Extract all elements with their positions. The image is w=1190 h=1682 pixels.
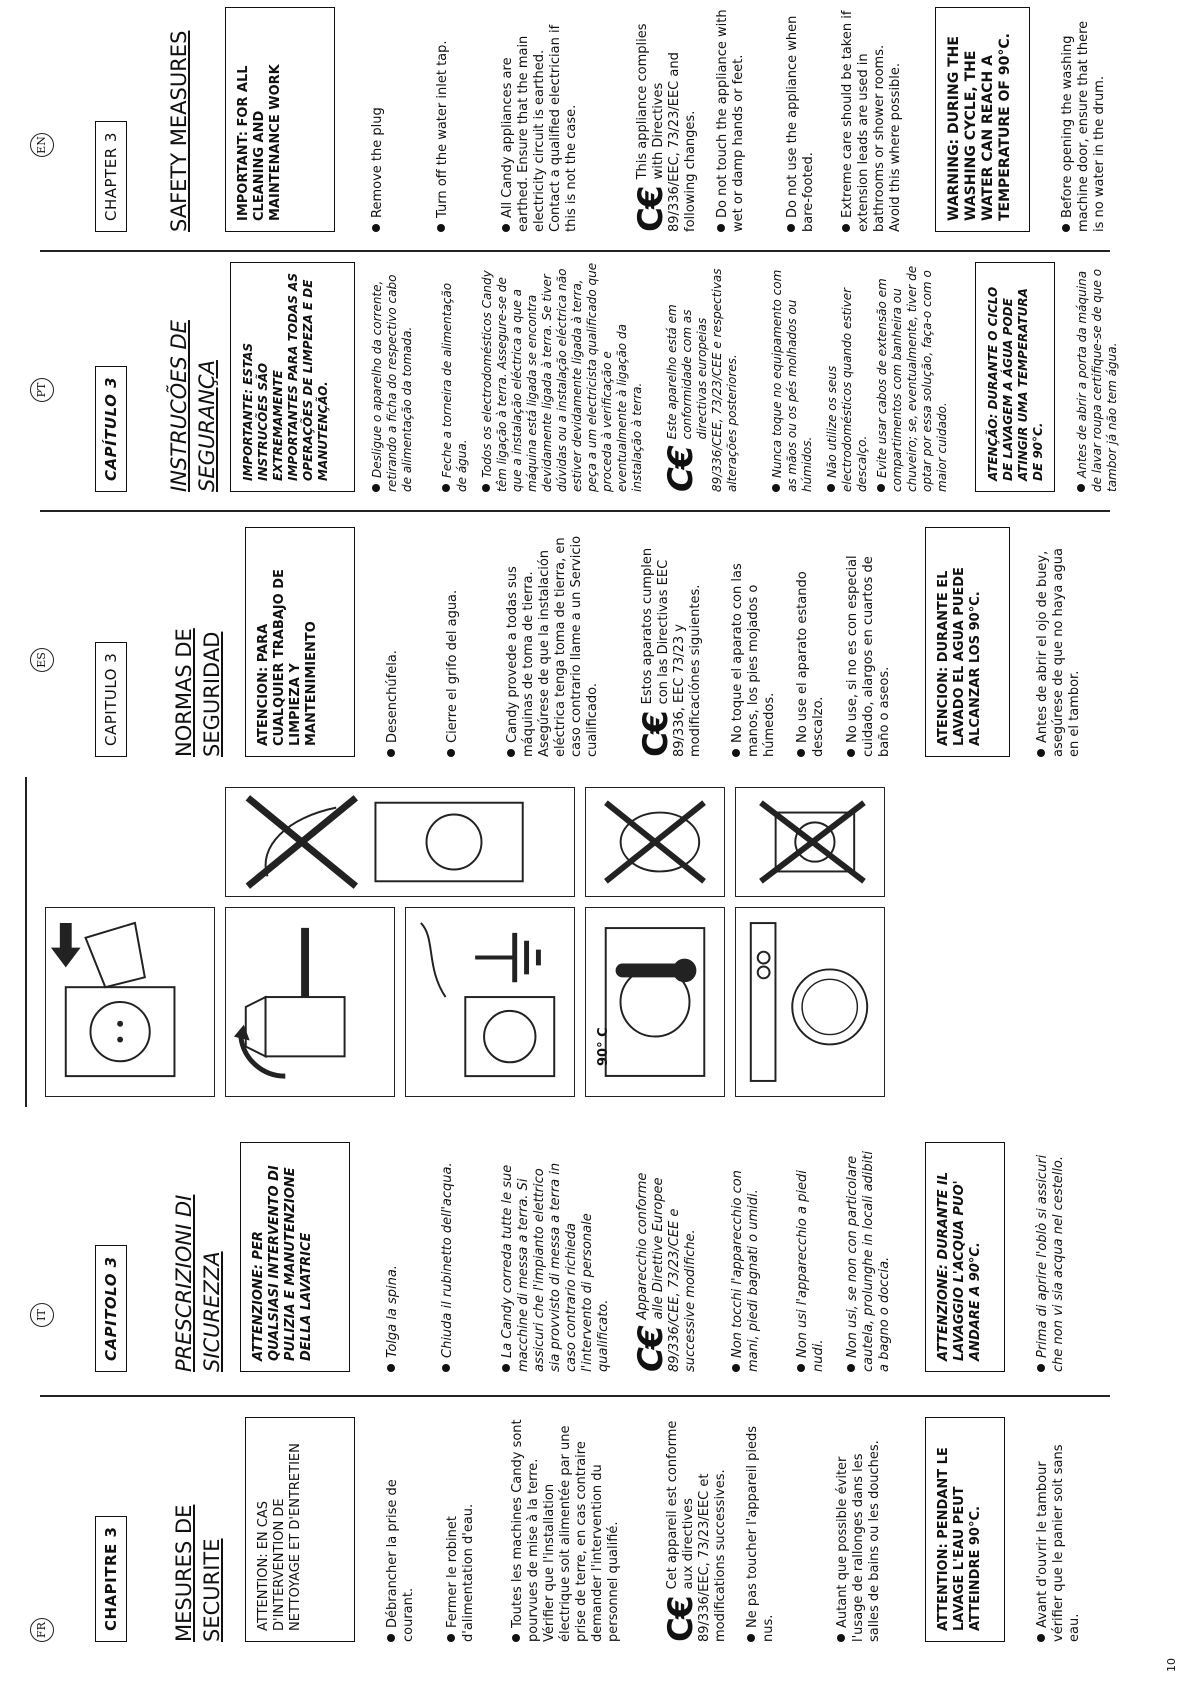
bullet-icon — [797, 1364, 805, 1372]
page-number: 10 — [1165, 1658, 1178, 1672]
ce-mark-icon: C€ — [631, 187, 671, 232]
bullet-icon — [387, 749, 395, 757]
item-pt-0: Desligue o aparelho da corrente, retirando a ficha do respectivo cabo de alimentação da tomada. — [370, 274, 414, 492]
warning-box-es: ATENCION: PARA CUALQUIER TRABAJO DE LIMPIEZA Y MANTENIMIENTO — [245, 527, 355, 757]
plug-socket-icon — [46, 908, 214, 1096]
bullet-icon — [387, 1634, 395, 1642]
no-bare-feet-icon — [586, 788, 724, 896]
column-divider — [40, 251, 1110, 253]
thermometer-icon — [586, 908, 724, 1096]
temp-label: 90° C — [596, 1027, 611, 1066]
water-tap-icon — [226, 908, 394, 1096]
item-es-0: Desenchúfela. — [385, 537, 401, 757]
earth-ground-icon — [406, 908, 574, 1096]
bullet-icon — [732, 1364, 740, 1372]
chapter-it: CAPITOLO 3 — [95, 1245, 127, 1372]
bullet-icon — [877, 484, 885, 492]
item-fr-last: Avant d'ouvrir le tambour vérifier que le panier soit sans eau. — [1035, 1444, 1082, 1642]
ce-note-pt: C€ Este aparelho está em conformidade com as directivas europeias 89/336/CEE, 73/23/CEE e respectivas alterações posteriores. — [661, 268, 739, 492]
title-es: NORMAS DE SEGURIDAD — [172, 628, 224, 757]
bullet-icon — [797, 749, 805, 757]
no-extension-lead-icon — [736, 788, 884, 896]
section-fr — [0, 1412, 1190, 1662]
warning2-box-pt: ATENÇÃO: DURANTE O CICLO DE LAVAGEM A ÁGUA PODE ATINGIR UMA TEMPERATURA DE 90°C. — [975, 262, 1055, 492]
section-pt — [0, 257, 1190, 502]
ce-note-it: C€ Apparecchio conforme alle Direttive Europee 89/336/CEE, 73/23/CEE e successive modifiche. — [631, 1172, 698, 1372]
item-es-5: No use, si no es con especial cuidado, alargos en cuartos de baño o aseos. — [845, 555, 892, 757]
lang-tag-it: IT — [30, 1303, 54, 1327]
item-fr-3: Ne pas toucher l'appareil pieds nus. — [745, 1425, 776, 1642]
lang-tag-fr: FR — [30, 1618, 54, 1642]
wet-hands-illustration — [225, 787, 575, 897]
bullet-icon — [372, 484, 380, 492]
extension-lead-illustration — [735, 787, 885, 897]
ce-mark-icon: C€ — [661, 447, 701, 492]
bullet-icon — [442, 1364, 450, 1372]
item-en-1: Turn off the water inlet tap. — [435, 12, 451, 232]
drum-water-illustration — [735, 907, 885, 1097]
chapter-es: CAPITULO 3 — [95, 642, 127, 757]
section-it — [0, 1132, 1190, 1382]
item-pt-5: Evite usar cabos de extensão em compartimentos com banheira ou chuveiro; se, eventualmente, tiver de optar por essa solução, faça-o com o maior cuidado. — [875, 265, 949, 492]
ce-note-fr: C€ Cet appareil est conforme aux directives 89/336/EEC, 73/23/EEC et modifications successives. — [661, 1420, 728, 1642]
column-divider — [40, 511, 1110, 513]
item-pt-4: Não utilize os seus electrodomésticos quando estiver descalço. — [825, 287, 869, 492]
bullet-icon — [1037, 1364, 1045, 1372]
item-pt-last: Antes de abrir a porta da máquina de lavar roupa certifique-se de que o tambor já não tem água. — [1075, 268, 1119, 492]
item-en-5: Extreme care should be taken if extension leads are used in bathrooms or shower rooms. Avoid this where possible. — [840, 10, 903, 232]
bullet-icon — [1062, 224, 1070, 232]
item-fr-0: Débrancher la prise de courant. — [385, 1479, 416, 1642]
item-en-0: Remove the plug — [370, 12, 386, 232]
bullet-icon — [1077, 484, 1085, 492]
item-es-3: No toque el aparato con las manos, los pies mojados o húmedos. — [730, 563, 777, 757]
item-es-2: Candy provede a todas sus máquinas de toma de tierra. Asegúrese de que la instalación eléctrica tenga toma de tierra, en caso contrario llame a un Servicio cualificado. — [505, 535, 600, 757]
item-it-2: La Candy correda tutte le sue macchine di messa a terra. Si assicuri che l'impianto elettrico sia provvisto di messa a terra in caso contrario richieda l'intervento di personale qualificato. — [500, 1162, 611, 1372]
bullet-icon — [717, 224, 725, 232]
warning-box-pt: IMPORTANTE: ESTAS INSTRUCÕES SÃO EXTREMAMENTE IMPORTANTES PARA TODAS AS OPERAÇÕES DE LIMPEZA E DE MANUTENÇÃO. — [230, 262, 355, 492]
ce-mark-icon: C€ — [631, 1327, 671, 1372]
bullet-icon — [837, 1634, 845, 1642]
chapter-pt: CAPÍTULO 3 — [95, 366, 127, 492]
item-fr-1: Fermer le robinet d'alimentation d'eau. — [445, 1503, 476, 1642]
bare-feet-illustration — [585, 787, 725, 897]
tap-illustration — [225, 907, 395, 1097]
item-it-3: Non tocchi l'apparecchio con mani, piedi bagnati o umidi. — [730, 1170, 761, 1372]
item-en-4: Do not use the appliance when bare-footed. — [785, 15, 816, 232]
item-pt-3: Nunca toque no equipamento com as mãos ou os pés molhados ou húmidos. — [770, 269, 814, 492]
item-fr-2: Toutes les machines Candy sont pourvues de mise à la terre. Vérifier que l'installation électrique soit alimentée par une prise de terre, en cas contraire demander l'intervention du personnel qualifié. — [510, 1419, 621, 1642]
lang-tag-pt: PT — [30, 378, 54, 402]
no-wet-hands-icon — [226, 788, 574, 896]
item-it-last: Prima di aprire l'oblò si assicuri che non vi sia acqua nel cestello. — [1035, 1154, 1066, 1372]
bullet-icon — [1037, 749, 1045, 757]
section-en — [0, 2, 1190, 242]
bullet-icon — [507, 749, 515, 757]
warning2-box-fr: ATTENTION: PENDANT LE LAVAGE L'EAU PEUT ATTEINDRE 90°C. — [925, 1417, 1005, 1642]
warning2-box-en: WARNING: DURING THE WASHING CYCLE, THE WATER CAN REACH A TEMPERATURE OF 90°C. — [935, 7, 1030, 232]
bullet-icon — [847, 1364, 855, 1372]
bullet-icon — [842, 224, 850, 232]
unplug-illustration — [45, 907, 215, 1097]
bullet-icon — [502, 224, 510, 232]
illustration-top-rule — [25, 777, 27, 1107]
item-it-0: Tolga la spina. — [385, 1152, 401, 1372]
item-it-4: Non usi l'apparecchio a piedi nudi. — [795, 1170, 826, 1372]
bullet-icon — [512, 1634, 520, 1642]
item-pt-2: Todos os electrodomésticos Candy têm ligação à terra. Assegure-se de que a instalação eléctrica a que a máquina está ligada se encontra devidamente ligada à terra. Se tiver dúvidas ou a instalação eléctrica não estiver devidamente ligada à terra, peça a um electricista qualificado que proceda à verificação e eventualmente à ligação da instalação à terra. — [480, 262, 644, 492]
hot-water-illustration — [585, 907, 725, 1097]
washing-machine-door-icon — [736, 908, 884, 1096]
bullet-icon — [502, 1364, 510, 1372]
lang-tag-es: ES — [30, 648, 54, 672]
bullet-icon — [772, 484, 780, 492]
warning2-box-it: ATTENZIONE: DURANTE IL LAVAGGIO L'ACQUA PUO' ANDARE A 90°C. — [925, 1142, 1005, 1372]
bullet-icon — [447, 749, 455, 757]
bullet-icon — [372, 224, 380, 232]
ce-note-es: C€ Estos aparatos cumplen con las Directivas EEC 89/336, EEC 73/23 y modificaciónes siguientes. — [636, 547, 703, 757]
bullet-icon — [747, 1634, 755, 1642]
item-en-3: Do not touch the appliance with wet or damp hands or feet. — [715, 9, 746, 232]
item-it-1: Chiuda il rubinetto dell'acqua. — [440, 1152, 456, 1372]
illustrations — [0, 777, 1190, 1122]
item-es-4: No use el aparato estando descalzo. — [795, 571, 826, 757]
item-pt-1: Feche a torneira de alimentação de água. — [440, 282, 469, 492]
chapter-fr: CHAPITRE 3 — [95, 1516, 127, 1642]
bullet-icon — [447, 1634, 455, 1642]
bullet-icon — [847, 749, 855, 757]
bullet-icon — [1037, 1634, 1045, 1642]
item-en-2: All Candy appliances are earthed. Ensure that the main electricity circuit is earthed. Contact a qualified electrician if this is not the case. — [500, 24, 579, 232]
title-fr: MESURES DE SECURITE — [172, 1504, 224, 1642]
warning-box-it: ATTENZIONE: PER QUALSIASI INTERVENTO DI PULIZIA E MANUTENZIONE DELLA LAVATRICE — [240, 1142, 350, 1372]
title-en: SAFETY MEASURES — [167, 30, 191, 232]
section-es — [0, 517, 1190, 767]
ce-mark-icon: C€ — [636, 712, 676, 757]
bullet-icon — [827, 484, 835, 492]
column-divider — [40, 1396, 1110, 1398]
bullet-icon — [387, 1364, 395, 1372]
title-pt: INSTRUCÕES DE SEGURANÇA — [167, 320, 219, 492]
earthing-illustration — [405, 907, 575, 1097]
item-es-1: Cierre el grifo del agua. — [445, 537, 461, 757]
warning2-box-es: ATENCION: DURANTE EL LAVADO EL AGUA PUEDE ALCANZAR LOS 90°C. — [925, 527, 1010, 757]
lang-tag-en: EN — [30, 133, 54, 157]
bullet-icon — [732, 749, 740, 757]
bullet-icon — [437, 224, 445, 232]
title-it: PRESCRIZIONI DI SICUREZZA — [172, 1194, 224, 1372]
item-en-last: Before opening the washing machine door, ensure that there is no water in the drum. — [1060, 20, 1107, 232]
bullet-icon — [787, 224, 795, 232]
ce-note-en: C€ This appliance complies with Directives 89/336/EEC, 73/23/EEC and following changes. — [631, 23, 698, 232]
bullet-icon — [442, 484, 450, 492]
warning-box-en: IMPORTANT: FOR ALL CLEANING AND MAINTENANCE WORK — [225, 7, 335, 232]
item-fr-4: Autant que possible éviter l'usage de rallonges dans les salles de bains ou les douches. — [835, 1440, 882, 1642]
bullet-icon — [482, 484, 490, 492]
ce-mark-icon: C€ — [661, 1597, 701, 1642]
item-it-5: Non usi, se non con particolare cautela, prolunghe in locali adibiti a bagno o doccia. — [845, 1151, 892, 1372]
chapter-en: CHAPTER 3 — [95, 121, 127, 232]
warning-box-fr: ATTENTION: EN CAS D'INTERVENTION DE NETTOYAGE ET D'ENTRETIEN — [245, 1417, 355, 1642]
item-es-last: Antes de abrir el ojo de buey, asegúrese de que no haya agua en el tambor. — [1035, 548, 1082, 757]
